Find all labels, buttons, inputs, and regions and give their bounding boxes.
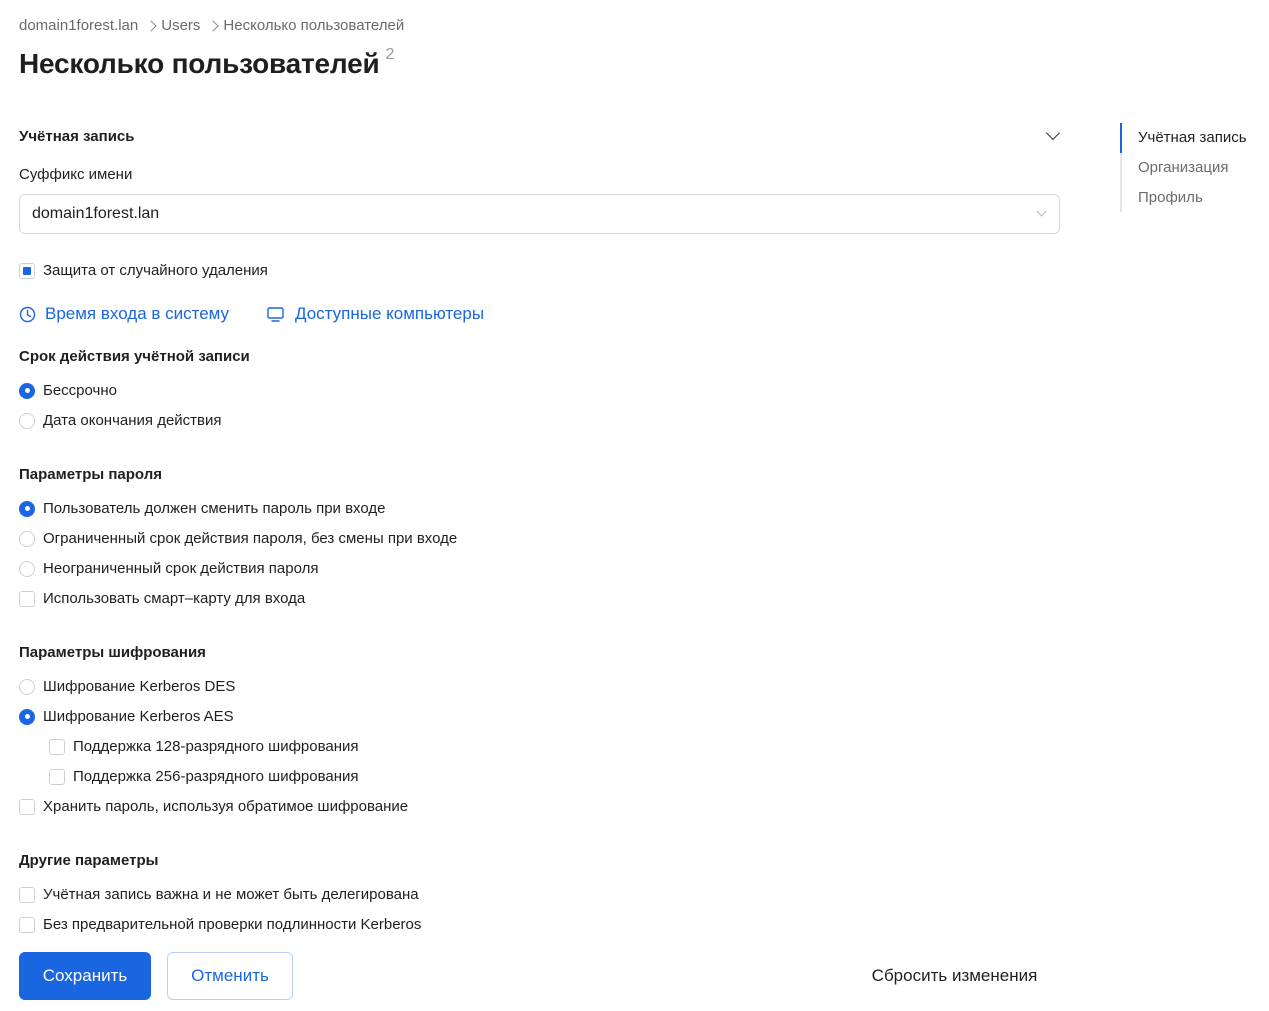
sensitive-account-label: Учётная запись важна и не может быть делегирована	[43, 886, 419, 903]
checkbox-box[interactable]	[49, 739, 65, 755]
chevron-down-icon[interactable]	[1046, 126, 1060, 140]
section-title-other: Другие параметры	[19, 852, 159, 869]
sensitive-account-checkbox[interactable]	[19, 886, 419, 903]
breadcrumb-item-domain[interactable]: domain1forest.lan	[19, 17, 139, 34]
workstations-label: Доступные компьютеры	[295, 304, 485, 323]
breadcrumb-item-current: Несколько пользователей	[223, 17, 405, 34]
no-preauth-checkbox[interactable]	[19, 916, 421, 933]
cancel-button[interactable]: Отменить	[167, 952, 293, 1000]
workstations-link[interactable]	[266, 304, 484, 324]
aes256-label: Поддержка 256-разрядного шифрования	[73, 768, 359, 785]
monitor-icon	[266, 306, 286, 323]
expiry-never-label: Бессрочно	[43, 382, 117, 399]
checkbox-box[interactable]	[19, 263, 35, 279]
chevron-right-icon	[146, 20, 157, 31]
expiry-date-label: Дата окончания действия	[43, 412, 222, 429]
nav-active-indicator	[1120, 123, 1122, 153]
checkbox-box[interactable]	[49, 769, 65, 785]
nav-item-profile[interactable]: Профиль	[1138, 189, 1203, 206]
logon-hours-link[interactable]	[19, 304, 229, 324]
radio-button[interactable]	[19, 501, 35, 517]
reversible-encryption-checkbox[interactable]	[19, 798, 408, 815]
chevron-down-icon	[1037, 207, 1047, 217]
kerberos-aes-label: Шифрование Kerberos AES	[43, 708, 234, 725]
nav-item-organization[interactable]: Организация	[1138, 159, 1229, 176]
expiry-date-radio[interactable]	[19, 412, 222, 429]
smartcard-checkbox[interactable]	[19, 590, 305, 607]
password-limited-label: Ограниченный срок действия пароля, без смены при входе	[43, 530, 458, 547]
aes128-label: Поддержка 128-разрядного шифрования	[73, 738, 359, 755]
password-must-change-label: Пользователь должен сменить пароль при входе	[43, 500, 386, 517]
logon-hours-label: Время входа в систему	[45, 304, 230, 323]
password-limited-radio[interactable]	[19, 530, 457, 547]
suffix-select[interactable]	[19, 194, 1060, 234]
smartcard-label: Использовать смарт–карту для входа	[43, 590, 306, 607]
kerberos-aes-radio[interactable]	[19, 708, 234, 725]
checkbox-box[interactable]	[19, 591, 35, 607]
page-title-text: Несколько пользователей	[19, 48, 380, 79]
breadcrumb	[19, 17, 404, 34]
section-title-account: Учётная запись	[19, 128, 135, 145]
selection-count: 2	[385, 45, 395, 63]
kerberos-des-label: Шифрование Kerberos DES	[43, 678, 236, 695]
no-preauth-label: Без предварительной проверки подлинности Kerberos	[43, 916, 422, 933]
clock-icon	[19, 306, 36, 323]
kerberos-des-radio[interactable]	[19, 678, 235, 695]
radio-button[interactable]	[19, 561, 35, 577]
protect-deletion-checkbox[interactable]	[19, 262, 268, 279]
protect-deletion-label: Защита от случайного удаления	[43, 262, 268, 279]
suffix-label: Суффикс имени	[19, 166, 133, 183]
radio-button[interactable]	[19, 531, 35, 547]
checkbox-box[interactable]	[19, 799, 35, 815]
reversible-encryption-label: Хранить пароль, используя обратимое шифрование	[43, 798, 409, 815]
breadcrumb-item-users[interactable]: Users	[161, 17, 201, 34]
password-never-expires-label: Неограниченный срок действия пароля	[43, 560, 319, 577]
chevron-right-icon	[208, 20, 219, 31]
expiry-never-radio[interactable]	[19, 382, 117, 399]
radio-button[interactable]	[19, 383, 35, 399]
aes256-checkbox[interactable]	[49, 768, 359, 785]
radio-button[interactable]	[19, 413, 35, 429]
nav-item-account[interactable]: Учётная запись	[1138, 129, 1247, 146]
checkbox-box[interactable]	[19, 917, 35, 933]
password-must-change-radio[interactable]	[19, 500, 386, 517]
password-never-expires-radio[interactable]	[19, 560, 318, 577]
suffix-select-value: domain1forest.lan	[32, 205, 160, 222]
section-title-encryption: Параметры шифрования	[19, 644, 206, 661]
save-button[interactable]: Сохранить	[19, 952, 151, 1000]
aes128-checkbox[interactable]	[49, 738, 359, 755]
radio-button[interactable]	[19, 679, 35, 695]
reset-changes-button[interactable]: Сбросить изменения	[858, 952, 1051, 1000]
radio-button[interactable]	[19, 709, 35, 725]
page-title	[19, 45, 395, 80]
section-title-expiry: Срок действия учётной записи	[19, 348, 250, 365]
section-title-password: Параметры пароля	[19, 466, 162, 483]
checkbox-box[interactable]	[19, 887, 35, 903]
